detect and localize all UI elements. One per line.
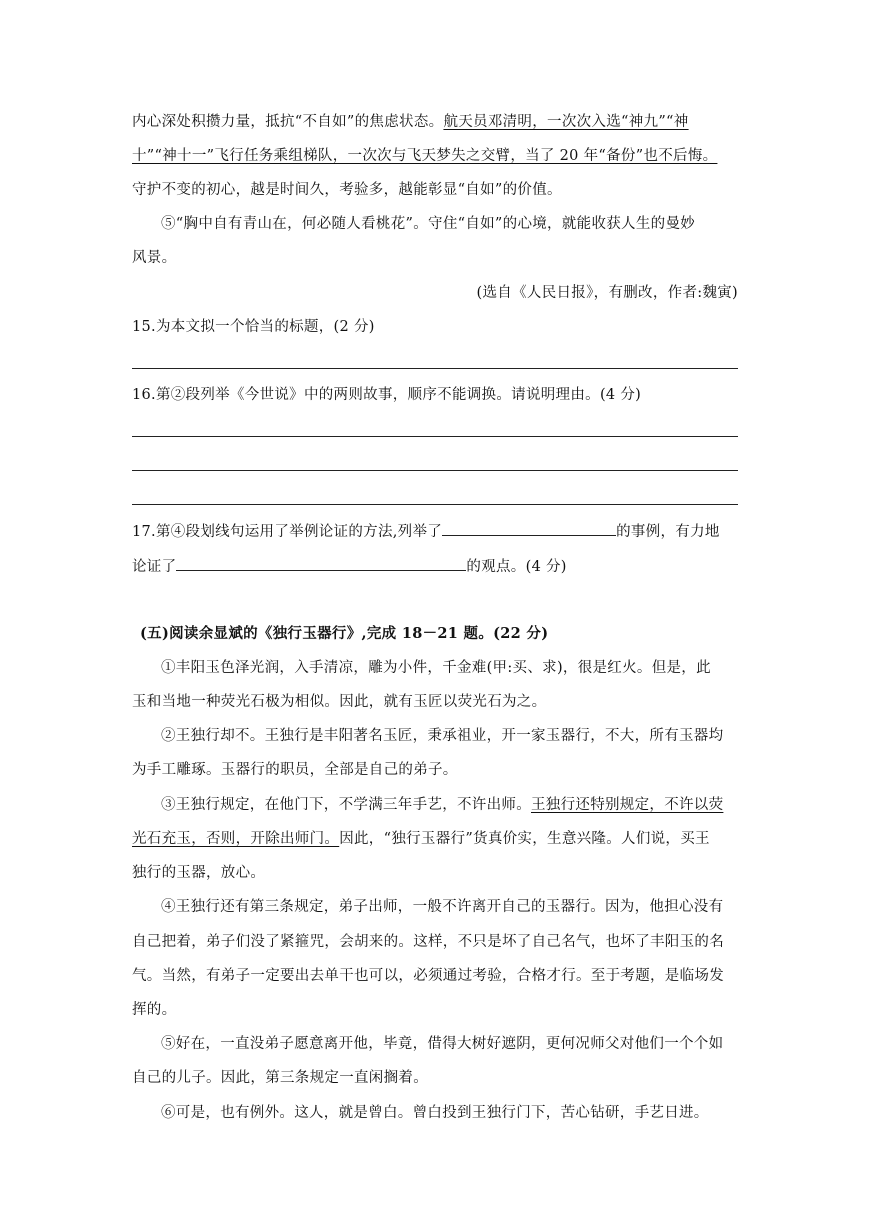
underlined-sentence: 十”“神十一”飞行任务乘组梯队，一次次与飞天梦失之交臂，当了 20 年“备份”也不后悔。 xyxy=(132,148,718,164)
paragraph-line: 自己把着，弟子们没了紧箍咒，会胡来的。这样，不只是坏了自己名气，也坏了丰阳玉的名 xyxy=(132,934,724,950)
fill-blank[interactable] xyxy=(442,520,616,536)
answer-line[interactable] xyxy=(132,470,738,471)
paragraph-2: ②王独行却不。王独行是丰阳著名玉匠，秉承祖业，开一家玉器行，不大，所有玉器均 xyxy=(161,728,724,744)
paragraph-line: 为手工雕琢。玉器行的职员，全部是自己的弟子。 xyxy=(132,762,458,778)
fill-blank[interactable] xyxy=(176,555,466,571)
paragraph-text: ③王独行规定，在他门下，不学满三年手艺，不许出师。 xyxy=(161,797,531,813)
answer-line[interactable] xyxy=(132,368,738,369)
question-text: 的观点。(4 分) xyxy=(466,559,567,575)
question-text: 论证了 xyxy=(132,559,177,575)
question-text: 的事例，有力地 xyxy=(616,524,720,540)
question-17 xyxy=(132,520,738,543)
paragraph-4: ④王独行还有第三条规定，弟子出师，一般不许离开自己的玉器行。因为，他担心没有 xyxy=(161,899,724,915)
question-text: 17.第④段划线句运用了举例论证的方法,列举了 xyxy=(132,524,443,540)
passage-line xyxy=(132,111,738,133)
passage-line: 风景。 xyxy=(132,250,177,266)
paragraph-line: 气。当然，有弟子一定要出去单干也可以，必须通过考验，合格才行。至于考题，是临场发 xyxy=(132,968,724,984)
paragraph-3 xyxy=(161,794,738,816)
passage-text: 内心深处积攒力量，抵抗“不自如”的焦虑状态。 xyxy=(132,114,444,130)
question-17-cont xyxy=(132,555,738,578)
answer-line[interactable] xyxy=(132,504,738,505)
paragraph-line: 独行的玉器，放心。 xyxy=(132,865,266,881)
source-citation: (选自《人民日报》，有删改，作者:魏寅) xyxy=(476,285,738,301)
answer-line[interactable] xyxy=(132,436,738,437)
paragraph-5: ⑤好在，一直没弟子愿意离开他，毕竟，借得大树好遮阴，更何况师父对他们一个个如 xyxy=(161,1036,724,1052)
underlined-sentence: 王独行还特别规定，不许以荧 xyxy=(531,797,724,813)
underlined-sentence: 光石充玉，否则，开除出师门。 xyxy=(132,831,340,847)
paragraph-line: 挥的。 xyxy=(132,1002,177,1018)
question-16: 16.第②段列举《今世说》中的两则故事，顺序不能调换。请说明理由。(4 分) xyxy=(132,387,642,403)
section-heading: (五)阅读余显斌的《独行玉器行》,完成 18－21 题。(22 分) xyxy=(140,625,549,642)
paragraph-5: ⑤“胸中自有青山在，何必随人看桃花”。守住“自如”的心境，就能收获人生的曼妙 xyxy=(161,216,696,232)
paragraph-1: ①丰阳玉色泽光润，入手清凉，雕为小件，千金难(甲:买、求)，很是红火。但是，此 xyxy=(161,660,711,676)
question-15: 15.为本文拟一个恰当的标题，(2 分) xyxy=(132,319,375,335)
paragraph-line: 玉和当地一种荧光石极为相似。因此，就有玉匠以荧光石为之。 xyxy=(132,694,547,710)
passage-line: 守护不变的初心，越是时间久，考验多，越能彰显“自如”的价值。 xyxy=(132,182,562,198)
paragraph-text: 因此，“独行玉器行”货真价实，生意兴隆。人们说，买王 xyxy=(339,831,710,847)
underlined-sentence: 航天员邓清明，一次次入选“神九”“神 xyxy=(443,114,689,130)
paragraph-line xyxy=(132,828,738,850)
paragraph-line: 自己的儿子。因此，第三条规定一直闲搁着。 xyxy=(132,1070,428,1086)
paragraph-6: ⑥可是，也有例外。这人，就是曾白。曾白投到王独行门下，苦心钻研，手艺日进。 xyxy=(161,1105,709,1121)
